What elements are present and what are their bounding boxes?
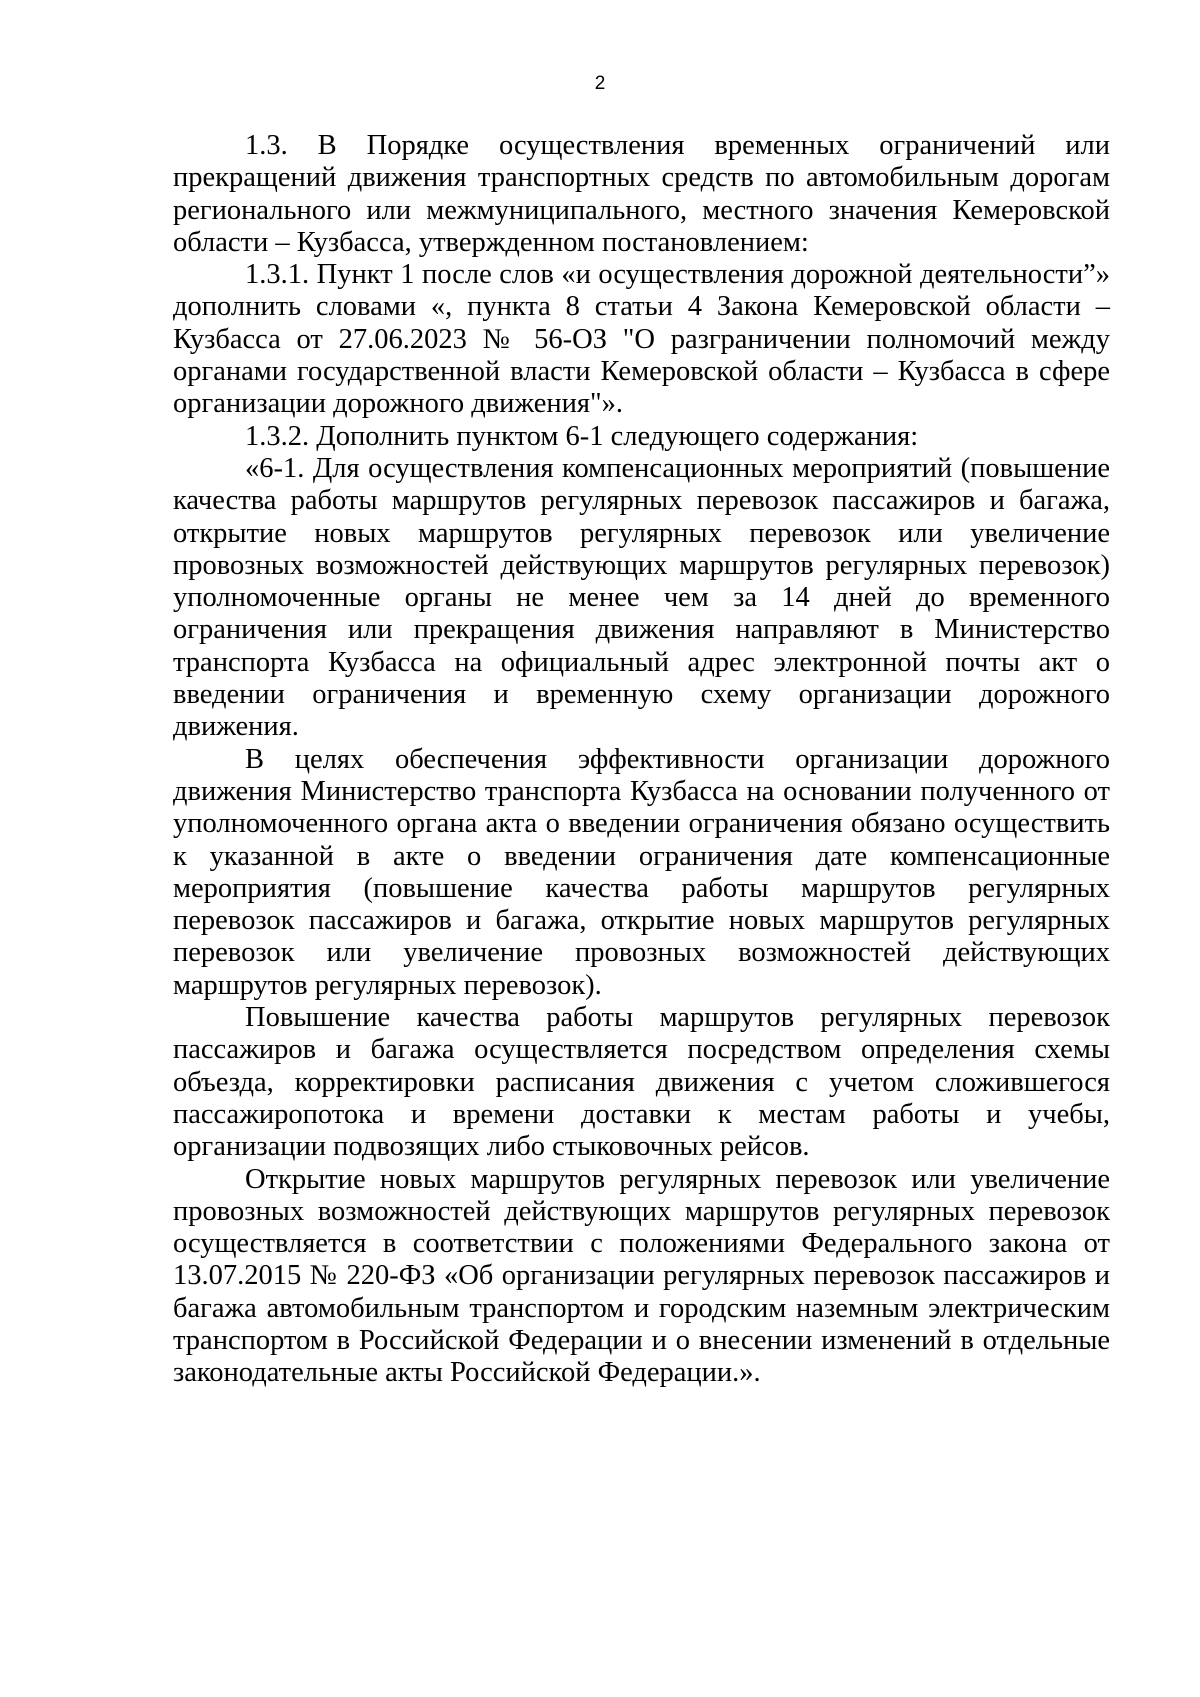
paragraph-1-3-1: 1.3.1. Пункт 1 после слов «и осуществления дорожной деятельности”» дополнить словами «, пункта 8 статьи 4 Закона Кемеровской области – Кузбасса от 27.06.2023 № 56-ОЗ "О разграничении полномочий между органами государственной власти Кемеровской области – Кузбасса в сфере организации дорожного движения"». (173, 259, 1110, 420)
paragraph-new-routes: Открытие новых маршрутов регулярных перевозок или увеличение провозных возможностей действующих маршрутов регулярных перевозок осуществляется в соответствии с положениями Федерального закона от 13.07.2015 № 220-ФЗ «Об организации регулярных перевозок пассажиров и багажа автомобильным транспортом и городским наземным электрическим транспортом в Российской Федерации и о внесении изменений в отдельные законодательные акты Российской Федерации.». (173, 1163, 1110, 1389)
paragraph-quality: Повышение качества работы маршрутов регулярных перевозок пассажиров и багажа осуществляется посредством определения схемы объезда, корректировки расписания движения с учетом сложившегося пассажиропотока и времени доставки к местам работы и учебы, организации подвозящих либо стыковочных рейсов. (173, 1002, 1110, 1163)
page-number: 2 (594, 73, 606, 94)
paragraph-6-1: «6-1. Для осуществления компенсационных мероприятий (повышение качества работы маршрутов регулярных перевозок пассажиров и багажа, открытие новых маршрутов регулярных перевозок или увеличение провозных возможностей действующих маршрутов регулярных перевозок) уполномоченные органы не менее чем за 14 дней до временного ограничения или прекращения движения направляют в Министерство транспорта Кузбасса на официальный адрес электронной почты акт о введении ограничения и временную схему организации дорожного движения. (173, 452, 1110, 743)
paragraph-1-3: 1.3. В Порядке осуществления временных ограничений или прекращений движения транспортных средств по автомобильным дорогам регионального или межмуниципального, местного значения Кемеровской области – Кузбасса, утвержденном постановлением: (173, 130, 1110, 258)
paragraph-efficiency: В целях обеспечения эффективности организации дорожного движения Министерство транспорта Кузбасса на основании полученного от уполномоченного органа акта о введении ограничения обязано осуществить к указанной в акте о введении ограничения дате компенсационные мероприятия (повышение качества работы маршрутов регулярных перевозок пассажиров и багажа, открытие новых маршрутов регулярных перевозок или увеличение провозных возможностей действующих маршрутов регулярных перевозок). (173, 743, 1110, 1001)
document-body (173, 130, 1110, 1390)
paragraph-1-3-2: 1.3.2. Дополнить пунктом 6-1 следующего содержания: (245, 420, 919, 452)
